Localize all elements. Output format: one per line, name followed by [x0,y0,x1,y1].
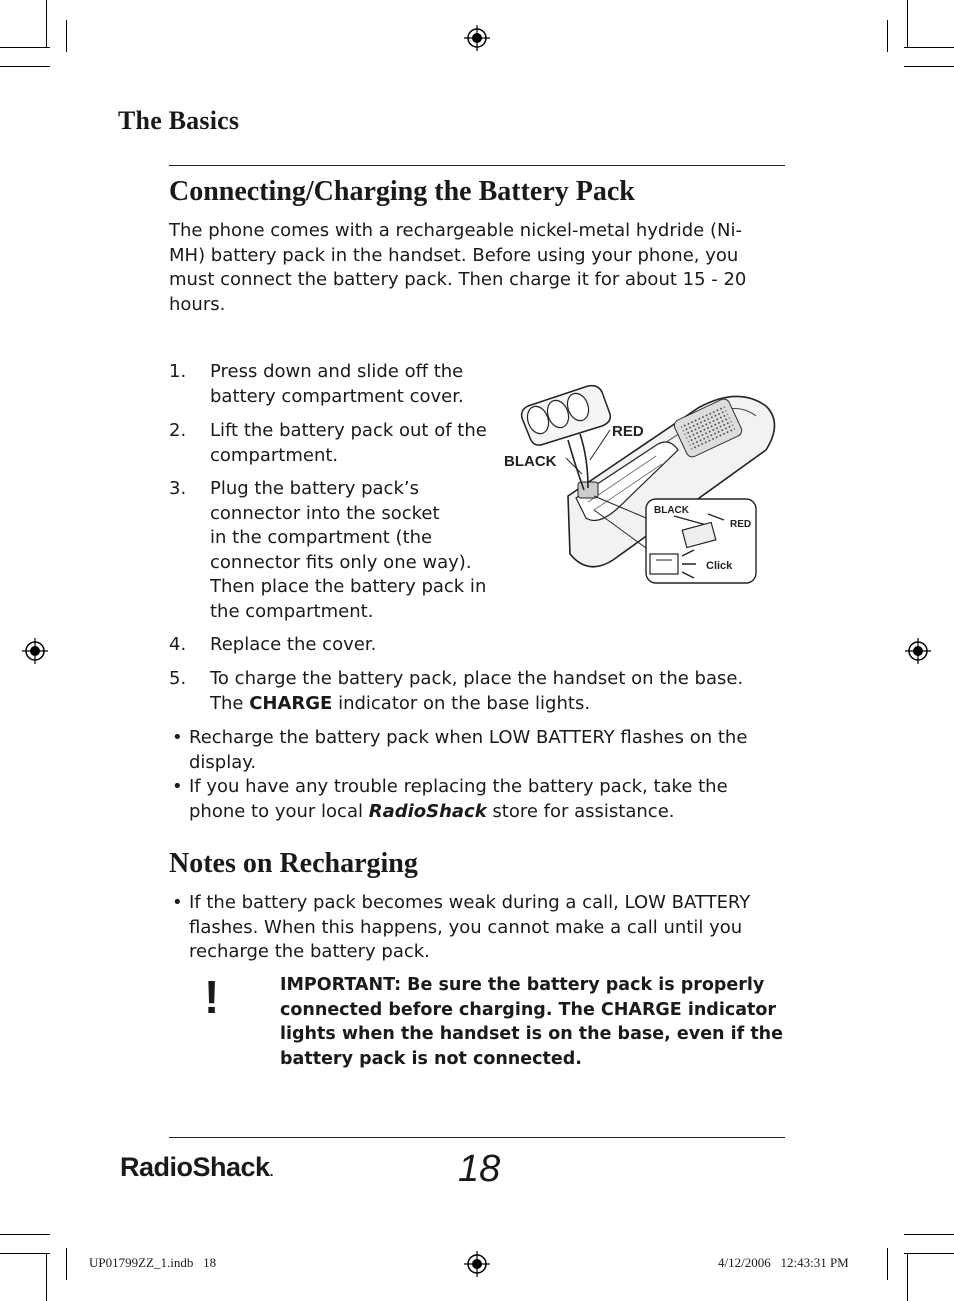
registration-mark-icon [464,25,490,51]
logo-dot: . [269,1163,273,1179]
bullet-line: display. [189,751,257,773]
step-line: the compartment. [210,600,374,622]
radioshack-logo [120,1152,273,1183]
intro-line: The phone comes with a rechargeable nickel-metal hydride (Ni- [169,220,742,241]
important-line: lights when the handset is on the base, even if the [280,1024,784,1044]
step-line: Press down and slide off the [210,361,464,382]
text-run: The [210,692,250,714]
battery-pack-illustration [522,386,611,446]
intro-line: MH) battery pack in the handset. Before using your phone, you [169,244,739,266]
important-line: battery pack is not connected. [280,1048,582,1069]
brand-name: RadioShack [368,800,487,822]
click-label: Click [706,560,733,572]
section-header: The Basics [118,106,240,135]
red-leader-line [590,430,610,460]
crop-mark [887,1248,888,1280]
step-number: 5. [169,668,187,689]
registration-mark-icon [905,638,931,664]
step-line: battery compartment cover. [210,385,464,407]
crop-mark [907,1253,908,1301]
print-slug-right: 4/12/2006 12:43:31 PM [718,1255,849,1270]
bullet-line [189,800,728,825]
important-line: connected before charging. The CHARGE indicator [280,999,777,1020]
important-line: IMPORTANT: Be sure the battery pack is properly [280,975,765,995]
battery-installation-figure [498,378,783,588]
step-number: 4. [169,634,187,655]
crop-mark [887,20,888,52]
bottom-divider [169,1137,785,1138]
bullet-line: If the battery pack becomes weak during a call, LOW BATTERY [189,892,751,913]
red-label: RED [612,423,644,440]
black-wire [568,440,584,490]
crop-mark [46,0,47,48]
notes-heading: Notes on Recharging [169,848,418,879]
step-number: 3. [169,478,187,499]
step-line: compartment. [210,444,339,466]
text-run: store for assistance. [486,800,675,822]
bullet-dot: • [172,727,183,748]
inset-red-label: RED [730,519,752,530]
bullet-dot: • [172,892,183,913]
step-line: Then place the battery pack in [210,576,487,597]
crop-mark [66,1248,67,1280]
crop-mark [904,1234,954,1235]
important-note [280,973,783,1071]
socket-icon [650,554,678,574]
crop-mark [0,1234,50,1235]
bullet-line: flashes. When this happens, you cannot make a call until you [189,916,743,938]
crop-mark [0,47,50,48]
crop-mark [46,1253,47,1301]
important-exclamation-icon: ! [204,971,220,1023]
step-line: connector fits only one way). [210,551,472,573]
intro-line: must connect the battery pack. Then charge it for about 15 - 20 [169,269,747,290]
crop-mark [904,66,954,67]
charge-keyword: CHARGE [249,692,333,714]
step-number: 2. [169,420,187,441]
step-line [210,692,743,717]
print-slug-left: UP01799ZZ_1.indb 18 [89,1255,217,1270]
inset-black-label: BLACK [654,505,689,516]
step-line: Plug the battery pack’s [210,478,419,499]
step-line: Replace the cover. [210,634,377,655]
bullet-dot: • [172,776,183,797]
intro-line: hours. [169,293,226,315]
black-label: BLACK [504,453,557,470]
logo-text: RadioShack [120,1152,270,1182]
crop-mark [0,1253,50,1254]
step-line: in the compartment (the [210,527,433,548]
crop-mark [907,0,908,48]
step-line: Lift the battery pack out of the [210,420,487,441]
page-number: 18 [458,1148,501,1190]
text-run: phone to your local [189,800,369,822]
registration-mark-icon [464,1251,490,1277]
crop-mark [904,47,954,48]
registration-mark-icon [22,638,48,664]
bullet-line: If you have any trouble replacing the battery pack, take the [189,776,728,797]
step-line: connector into the socket [210,502,440,524]
crop-mark [0,66,50,67]
step-line: To charge the battery pack, place the handset on the base. [210,668,744,689]
page-title: Connecting/Charging the Battery Pack [169,176,635,207]
crop-mark [66,20,67,52]
step-number: 1. [169,361,187,382]
intro-paragraph [169,219,769,317]
bullet-line: recharge the battery pack. [189,941,430,962]
text-run: indicator on the base lights. [332,692,591,714]
bullet-line: Recharge the battery pack when LOW BATTERY flashes on the [189,727,748,748]
crop-mark [904,1253,954,1254]
top-divider [169,165,785,166]
